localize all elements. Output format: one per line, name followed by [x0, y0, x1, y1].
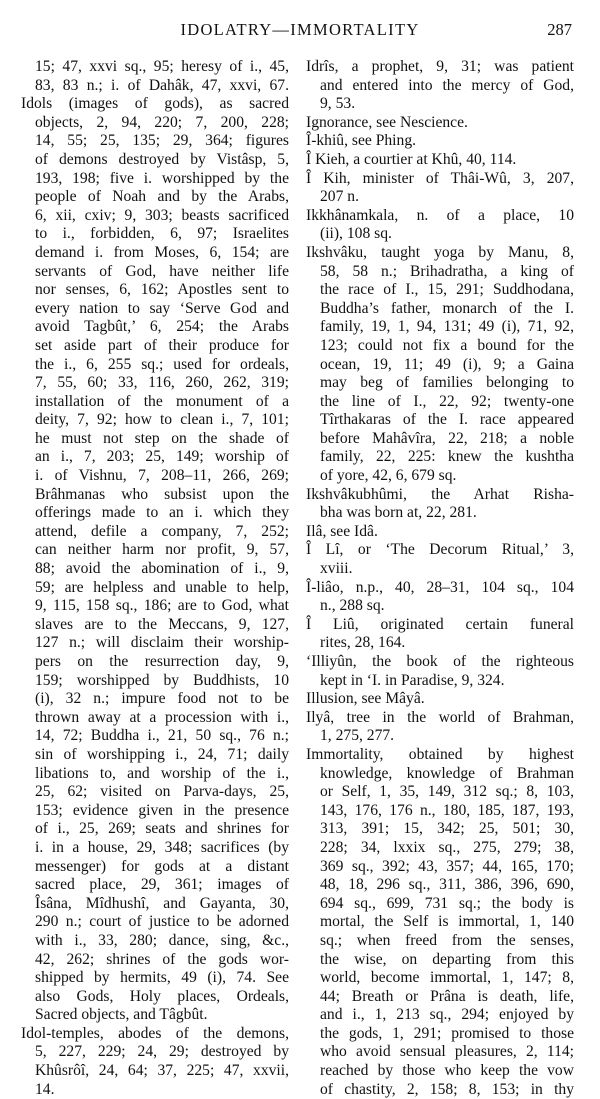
- index-line: deity, 7, 92; how to clean i., 7, 101;: [35, 411, 289, 429]
- index-line: 88; avoid the abomination of i., 9,: [35, 560, 289, 578]
- index-line: of demons destroyed by Vistâsp, 5,: [35, 150, 289, 168]
- index-line: the wise, on departing from this: [320, 950, 574, 968]
- index-line: 14.: [35, 1080, 55, 1098]
- index-line: knowledge, knowledge of Brahman: [320, 764, 574, 782]
- index-line: 694 sq., 699, 731 sq.; the body is: [320, 894, 574, 912]
- index-line: with i., 33, 280; dance, sing, &c.,: [35, 931, 289, 949]
- index-line: 14, 55; 25, 135; 29, 364; figures: [35, 132, 289, 150]
- index-line: 59; are helpless and unable to help,: [35, 578, 289, 596]
- index-line: offerings made to an i. which they: [35, 504, 289, 522]
- index-line: sacred place, 29, 361; images of: [35, 876, 289, 894]
- index-line: pers on the resurrection day, 9,: [35, 653, 289, 670]
- index-line: 48, 18, 296 sq., 311, 386, 396, 690,: [320, 876, 574, 894]
- index-entry: Ikkhânamkala, n. of a place, 10: [306, 206, 574, 224]
- index-line: the line of I., 22, 92; twenty-one: [320, 392, 574, 410]
- index-line: 143, 176, 176 n., 180, 185, 187, 193,: [320, 801, 574, 819]
- index-line: xviii.: [320, 560, 353, 578]
- index-line: demand i. from Moses, 6, 154; are: [35, 243, 289, 261]
- index-entry: Immortality, obtained by highest: [306, 745, 574, 763]
- index-line: Îsâna, Mîdhushî, and Gayanta, 30,: [35, 894, 289, 912]
- index-line: shipped by hermits, 49 (i), 74. See: [35, 969, 289, 987]
- index-entry: ‘Illiyûn, the book of the righteous: [306, 653, 574, 670]
- index-line: 207 n.: [320, 188, 359, 206]
- index-line: i. of Vishnu, 7, 208–11, 266, 269;: [35, 467, 289, 485]
- index-line: 313, 391; 15, 342; 25, 501; 30,: [320, 820, 574, 838]
- index-line: 127 n.; will disclaim their worship-: [35, 634, 289, 652]
- index-entry: Idols (images of gods), as sacred: [21, 95, 289, 113]
- index-line: avoid Tagbût,’ 6, 254; the Arabs: [35, 318, 289, 336]
- index-line: of yore, 42, 6, 679 sq.: [320, 467, 457, 485]
- index-line: an i., 7, 203; 25, 149; worship of: [35, 448, 289, 466]
- index-line: or Self, 1, 35, 149, 312 sq.; 8, 103,: [320, 783, 574, 801]
- index-line: 9, 115, 158 sq., 186; are to God, what: [35, 597, 289, 615]
- index-line: every nation to say ‘Serve God and: [35, 299, 289, 317]
- index-entry: Illusion, see Mâyâ.: [306, 690, 425, 708]
- index-entry: Idol-temples, abodes of the demons,: [21, 1024, 289, 1042]
- index-line: 159; worshipped by Buddhists, 10: [35, 671, 289, 689]
- index-line: the race of I., 15, 291; Suddhodana,: [320, 281, 574, 299]
- index-line: attend, defile a company, 7, 252;: [35, 522, 289, 540]
- index-line: (ii), 108 sq.: [320, 225, 392, 243]
- index-line: 369 sq., 392; 43, 357; 44, 165, 170;: [320, 857, 574, 875]
- index-line: 14, 72; Buddha i., 21, 50 sq., 76 n.;: [35, 727, 289, 745]
- index-line: people of Noah and by the Arabs,: [35, 188, 289, 206]
- index-line: before Mahâvîra, 22, 218; a noble: [320, 429, 574, 447]
- index-line: 9, 53.: [320, 95, 356, 113]
- index-line: (i), 32 n.; impure food not to be: [35, 690, 289, 708]
- index-line: Brâhmanas who subsist upon the: [35, 485, 289, 503]
- index-line: 228; 34, lxxix sq., 275, 279; 38,: [320, 838, 574, 856]
- index-line: installation of the monument of a: [35, 392, 289, 410]
- index-entry: Î Kieh, a courtier at Khû, 40, 114.: [306, 150, 517, 168]
- index-line: can neither harm nor profit, 9, 57,: [35, 541, 289, 559]
- index-line: and entered into the mercy of God,: [320, 76, 574, 94]
- index-entry: Ikshvâkubhûmi, the Arhat Risha-: [306, 485, 574, 503]
- index-line: 153; evidence given in the presence: [35, 801, 289, 819]
- index-entry: Î Lî, or ‘The Decorum Ritual,’ 3,: [306, 541, 574, 559]
- index-line: thrown away at a procession with i.,: [35, 708, 289, 726]
- index-line: family, 19, 1, 94, 131; 49 (i), 71, 92,: [320, 318, 574, 336]
- index-line: and i., 1, 213 sq., 294; enjoyed by: [320, 1006, 574, 1024]
- index-line: 290 n.; court of justice to be adorned: [35, 913, 289, 931]
- index-line: mortal, the Self is immortal, 1, 140: [320, 913, 574, 931]
- index-line: 58, 58 n.; Brihadratha, a king of: [320, 262, 574, 280]
- index-line: 7, 55, 60; 33, 116, 260, 262, 319;: [35, 374, 289, 392]
- index-line: messenger) for gods at a distant: [35, 857, 289, 875]
- index-line: of i., 25, 269; seats and shrines for: [35, 820, 289, 838]
- index-entry: Î Kih, minister of Thâi-Wû, 3, 207,: [306, 169, 574, 187]
- index-line: libations to, and worship of the i.,: [35, 764, 289, 782]
- running-header: [0, 20, 600, 46]
- index-line: 5, 227, 229; 24, 29; destroyed by: [35, 1043, 289, 1061]
- index-line: objects, 2, 94, 220; 7, 200, 228;: [35, 113, 289, 131]
- header-title: IDOLATRY—IMMORTALITY: [180, 20, 420, 39]
- index-entry: Î-khiû, see Phing.: [306, 132, 417, 150]
- index-entry: Î-liâo, n.p., 40, 28–31, 104 sq., 104: [306, 578, 574, 596]
- index-line: i. in a house, 29, 348; sacrifices (by: [35, 838, 289, 856]
- index-line: of chastity, 2, 158; 8, 153; in thy: [320, 1080, 574, 1098]
- index-line: Sacred objects, and Tâgbût.: [35, 1006, 208, 1024]
- index-line: 1, 275, 277.: [320, 727, 395, 745]
- index-entry: Ilâ, see Idâ.: [306, 522, 378, 540]
- index-line: 6, xii, cxiv; 9, 303; beasts sacrificed: [35, 206, 289, 224]
- index-line: who avoid sensual pleasures, 2, 114;: [320, 1043, 574, 1061]
- index-line: slaves are to the Meccans, 9, 127,: [35, 615, 289, 633]
- index-line: the i., 6, 255 sq.; used for ordeals,: [35, 355, 289, 373]
- index-line: ocean, 19, 11; 49 (i), 9; a Gaina: [320, 355, 574, 373]
- right-column: [306, 58, 574, 1099]
- index-line: nor senses, 6, 162; Apostles sent to: [35, 281, 289, 299]
- index-line: 42, 262; shrines of the gods wor-: [35, 950, 289, 968]
- index-line: Tîrthakaras of the I. race appeared: [320, 411, 574, 429]
- index-line: n., 288 sq.: [320, 597, 385, 615]
- index-line: rites, 28, 164.: [320, 634, 406, 652]
- index-line: also Gods, Holy places, Ordeals,: [35, 987, 289, 1005]
- index-line: Khûsrôî, 24, 64; 37, 225; 47, xxvii,: [35, 1062, 289, 1080]
- index-entry: Idrîs, a prophet, 9, 31; was patient: [306, 58, 574, 75]
- index-line: 25, 62; visited on Parva-days, 25,: [35, 783, 289, 801]
- index-line: 123; could not fix a bound for the: [320, 336, 574, 354]
- page-number: 287: [547, 20, 572, 39]
- index-entry: Î Liû, originated certain funeral: [306, 615, 574, 633]
- index-line: bha was born at, 22, 281.: [320, 504, 477, 522]
- index-entry: Ignorance, see Nescience.: [306, 113, 468, 131]
- index-line: sin of worshipping i., 24, 71; daily: [35, 745, 289, 763]
- index-entry: Ilyâ, tree in the world of Brahman,: [306, 708, 574, 726]
- index-line: Buddha’s father, monarch of the I.: [320, 299, 574, 317]
- index-line: 44; Breath or Prâna is death, life,: [320, 987, 574, 1005]
- left-column: [21, 58, 289, 1099]
- index-line: servants of God, have neither life: [35, 262, 289, 280]
- index-line: 15; 47, xxvi sq., 95; heresy of i., 45,: [35, 58, 289, 75]
- index-line: family, 22, 225: knew the kushtha: [320, 448, 574, 466]
- index-line: set aside part of their produce for: [35, 336, 289, 354]
- index-line: to i., forbidden, 6, 97; Israelites: [35, 225, 289, 243]
- index-line: kept in ‘I. in Paradise, 9, 324.: [320, 671, 505, 689]
- index-line: may beg of families belonging to: [320, 374, 574, 392]
- index-line: 193, 198; five i. worshipped by the: [35, 169, 289, 187]
- index-line: he must not step on the shade of: [35, 429, 289, 447]
- index-line: world, become immortal, 1, 147; 8,: [320, 969, 574, 987]
- index-line: reached by those who keep the vow: [320, 1062, 574, 1080]
- index-line: the gods, 1, 291; promised to those: [320, 1024, 574, 1042]
- index-line: 83, 83 n.; i. of Dahâk, 47, xxvi, 67.: [35, 76, 289, 94]
- index-entry: Ikshvâku, taught yoga by Manu, 8,: [306, 243, 574, 261]
- index-line: sq.; when freed from the senses,: [320, 931, 574, 949]
